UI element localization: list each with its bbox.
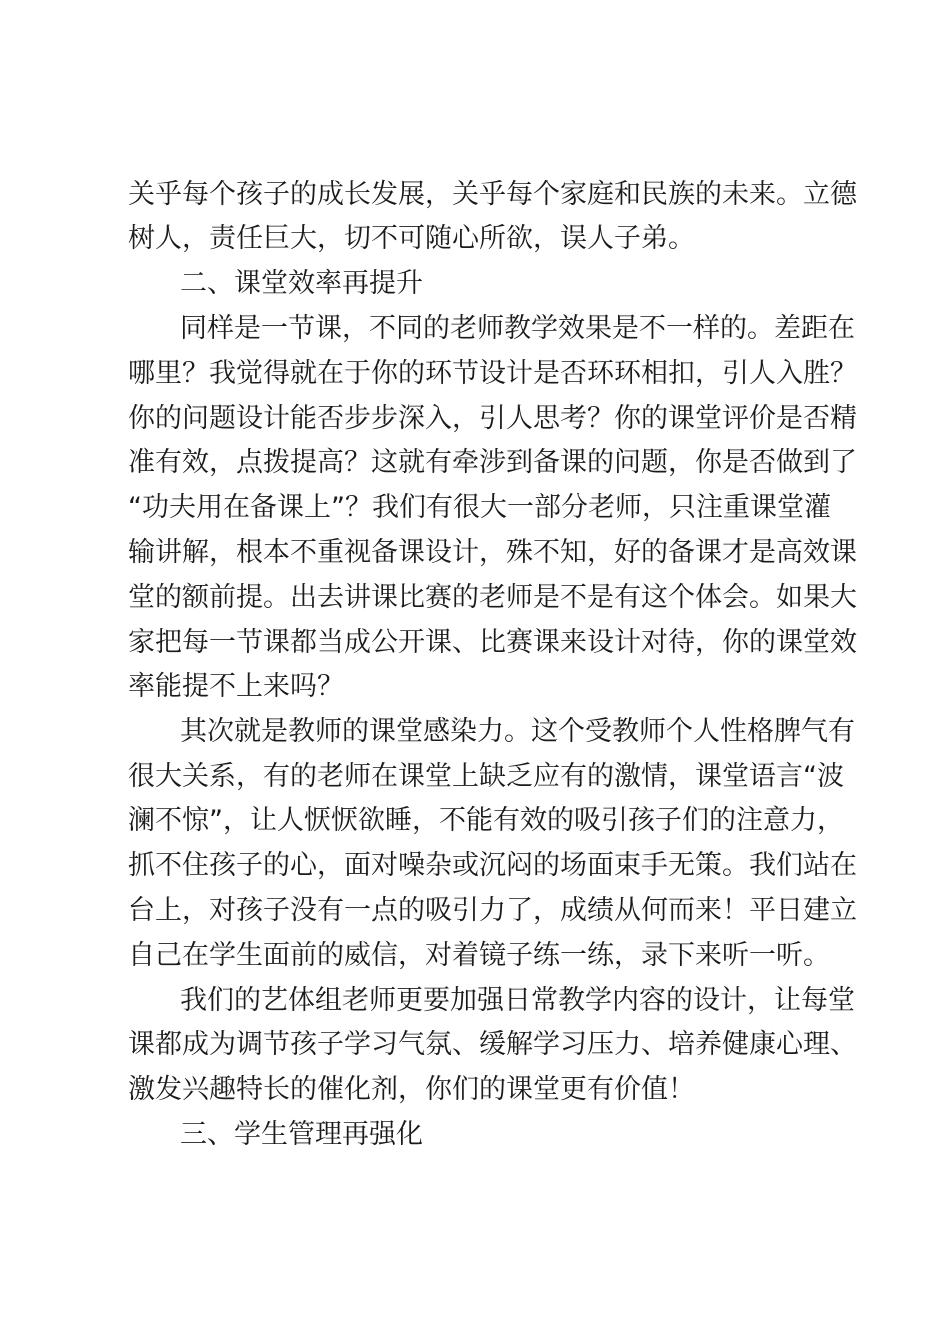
text-line: 家把每一节课都当成公开课、比赛课来设计对待，你的课堂效 bbox=[128, 627, 857, 658]
text-line: 同样是一节课，不同的老师教学效果是不一样的。差距在 bbox=[180, 313, 855, 344]
text-line: 率能提不上来吗？ bbox=[128, 671, 344, 702]
text-line: 抓不住孩子的心，面对噪杂或沉闷的场面束手无策。我们站在 bbox=[128, 850, 857, 881]
text-line: 课都成为调节孩子学习气氛、缓解学习压力、培养健康心理、 bbox=[128, 1029, 857, 1060]
text-line: 你的问题设计能否步步深入，引人思考？你的课堂评价是否精 bbox=[128, 403, 857, 434]
text-line: 其次就是教师的课堂感染力。这个受教师个人性格脾气有 bbox=[180, 716, 855, 747]
text-line: 澜不惊”，让人恹恹欲睡，不能有效的吸引孩子们的注意力， bbox=[128, 805, 844, 836]
text-line: 台上，对孩子没有一点的吸引力了，成绩从何而来！平日建立 bbox=[128, 895, 857, 926]
section-heading: 二、课堂效率再提升 bbox=[180, 268, 423, 299]
text-line: 关乎每个孩子的成长发展，关乎每个家庭和民族的未来。立德 bbox=[128, 179, 857, 210]
text-line: 我们的艺体组老师更要加强日常教学内容的设计，让每堂 bbox=[180, 985, 855, 1016]
text-line: “功夫用在备课上”？我们有很大一部分老师，只注重课堂灌 bbox=[128, 492, 831, 523]
text-line: 准有效，点拨提高？这就有牵涉到备课的问题，你是否做到了 bbox=[128, 447, 857, 478]
text-line: 堂的额前提。出去讲课比赛的老师是不是有这个体会。如果大 bbox=[128, 582, 857, 613]
text-line: 哪里？我觉得就在于你的环节设计是否环环相扣，引人入胜？ bbox=[128, 358, 857, 389]
section-heading: 三、学生管理再强化 bbox=[180, 1119, 423, 1150]
text-line: 自己在学生面前的威信，对着镜子练一练，录下来听一听。 bbox=[128, 940, 830, 971]
text-line: 很大关系，有的老师在课堂上缺乏应有的激情，课堂语言“波 bbox=[128, 761, 844, 792]
text-line: 树人，责任巨大，切不可随心所欲，误人子弟。 bbox=[128, 223, 695, 254]
text-line: 输讲解，根本不重视备课设计，殊不知，好的备课才是高效课 bbox=[128, 537, 857, 568]
text-line: 激发兴趣特长的催化剂，你们的课堂更有价值！ bbox=[128, 1074, 695, 1105]
